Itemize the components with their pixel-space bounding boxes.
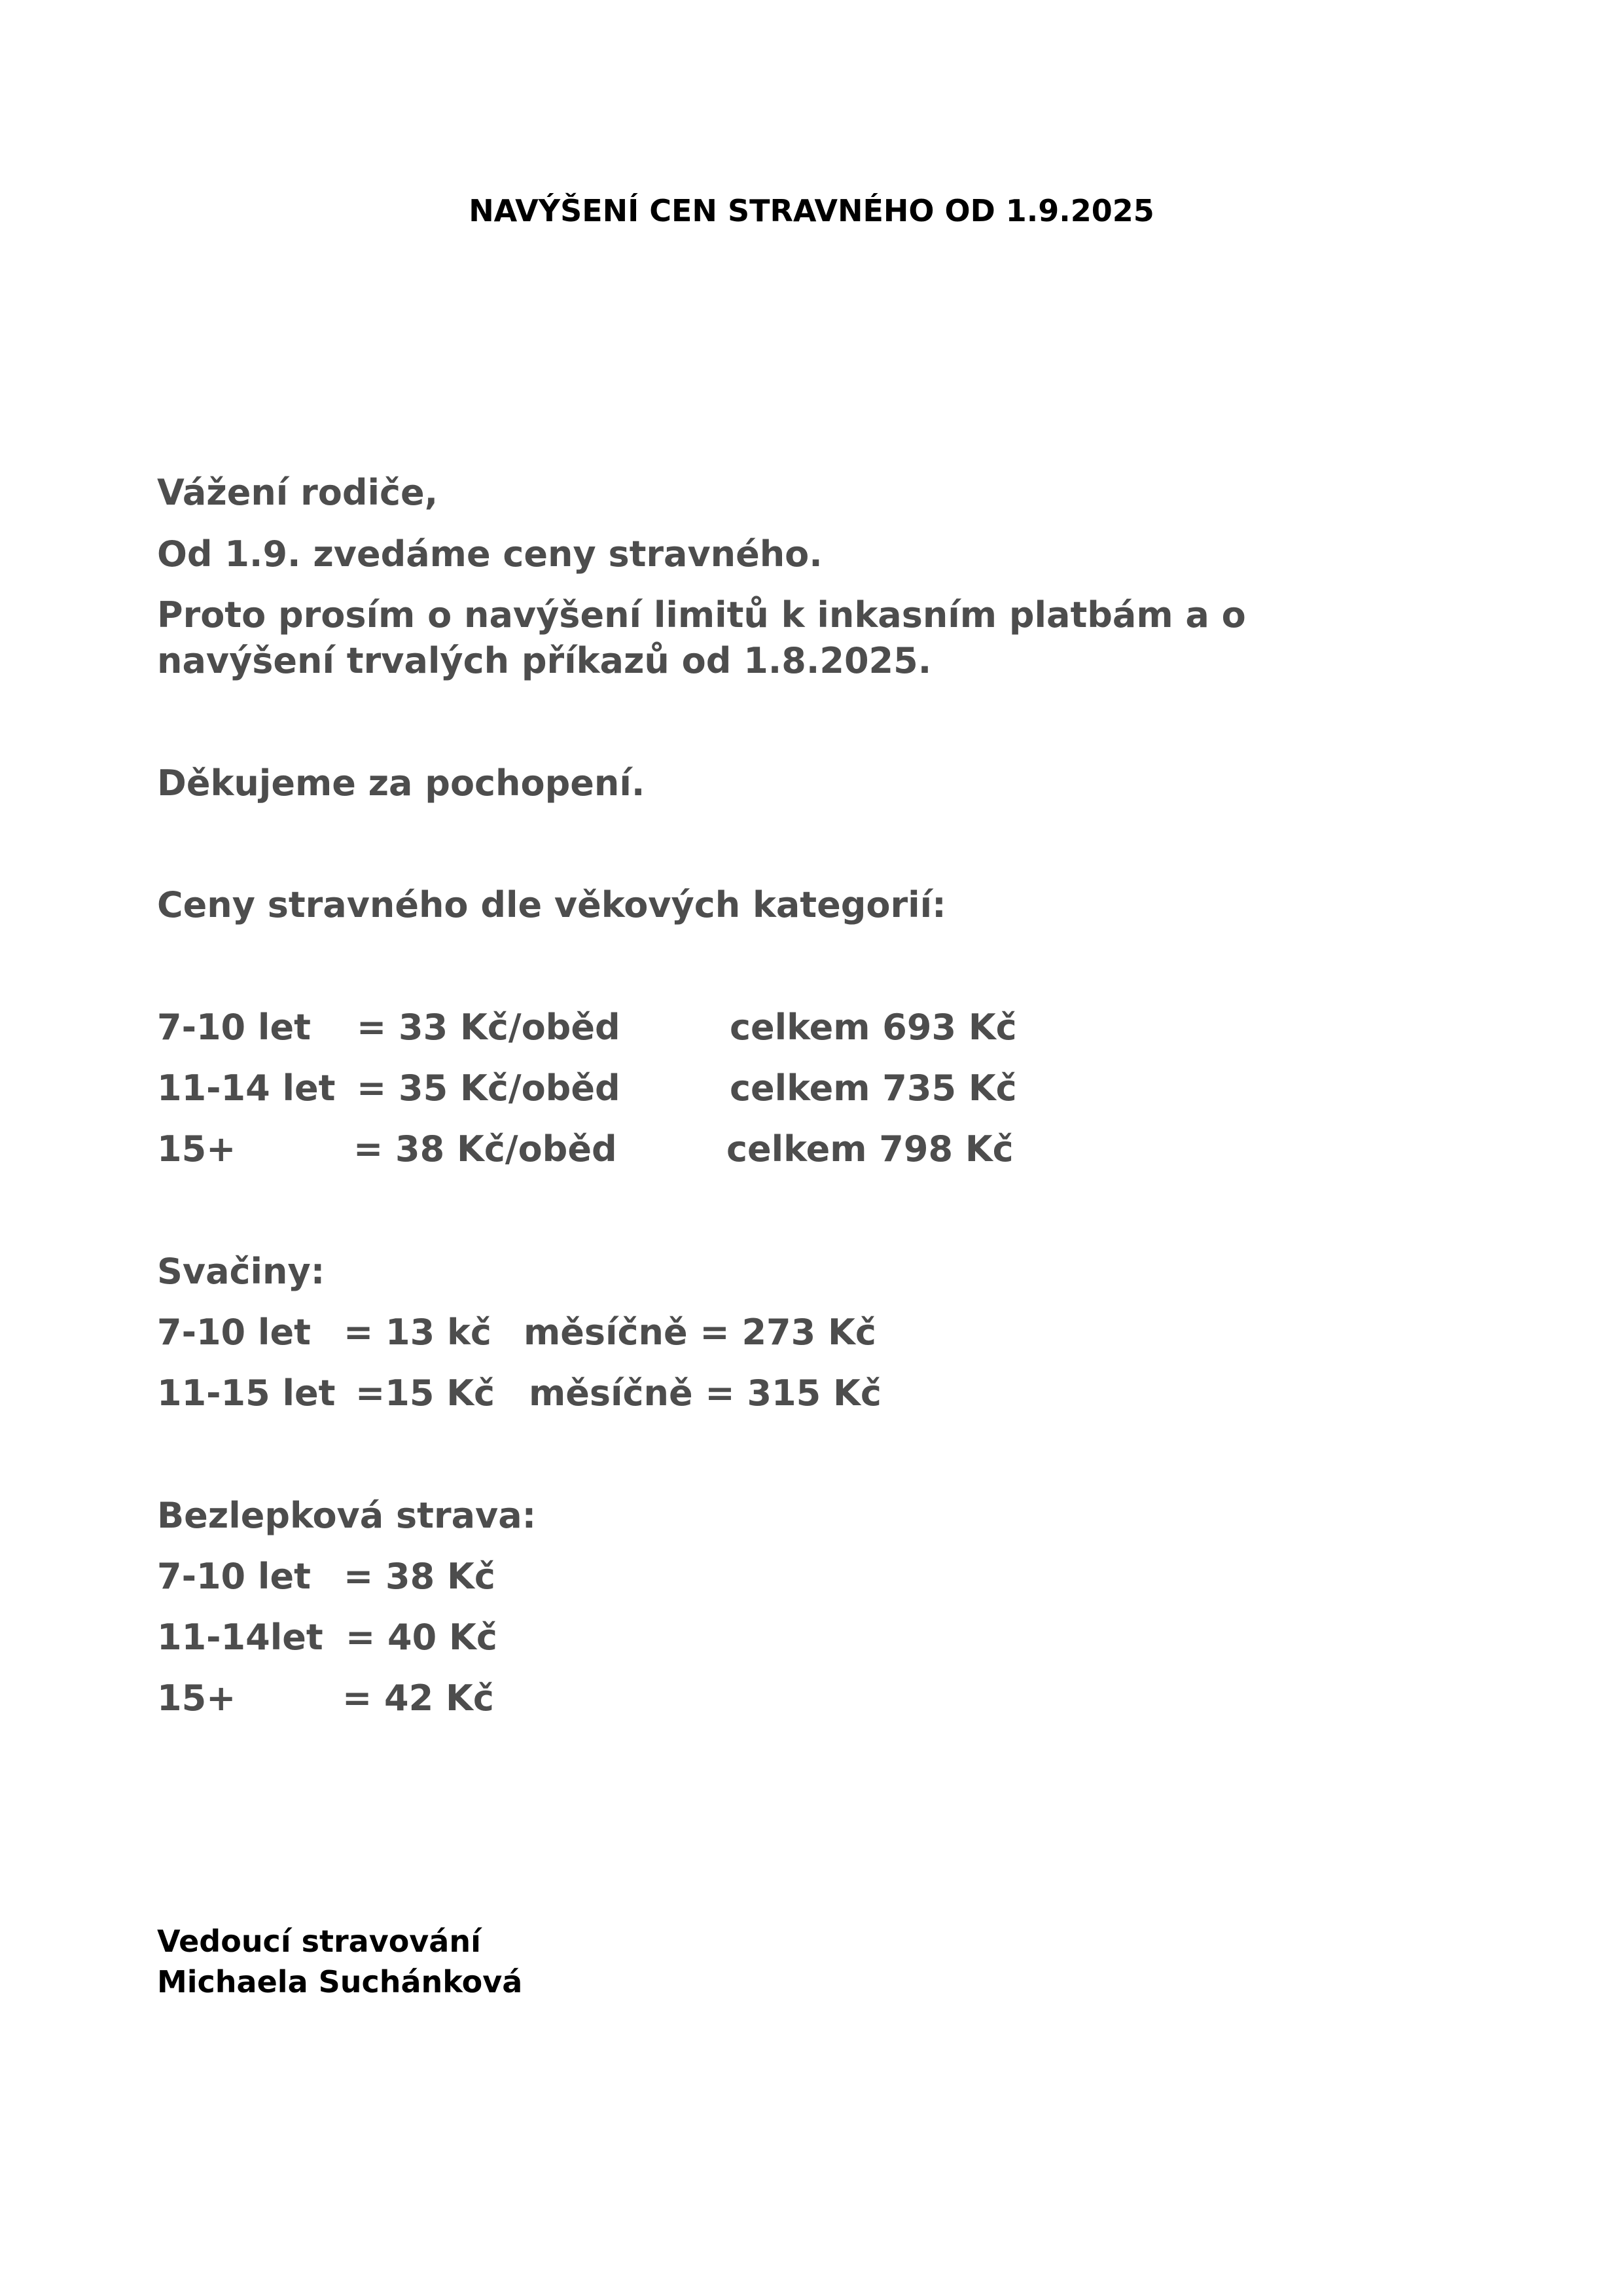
greeting: Vážení rodiče,: [157, 472, 438, 513]
gluten-free-price: = 38 Kč: [344, 1556, 495, 1597]
meal-age: 11-14 let: [157, 1067, 336, 1109]
meal-age: 7-10 let: [157, 1007, 311, 1048]
signature-role: Vedoucí stravování: [157, 1924, 481, 1959]
page-title: NAVÝŠENÍ CEN STRAVNÉHO OD 1.9.2025: [469, 193, 1154, 228]
gluten-free-age: 15+: [157, 1677, 236, 1719]
snack-price: = 13 kč: [344, 1312, 491, 1353]
gluten-free-price: = 42 Kč: [342, 1677, 494, 1719]
gluten-free-age: 11-14let: [157, 1617, 323, 1658]
gluten-free-price: = 40 Kč: [346, 1617, 497, 1658]
intro-line-2: Proto prosím o navýšení limitů k inkasním platbám a o: [157, 594, 1246, 636]
snack-monthly: měsíčně = 315 Kč: [529, 1372, 882, 1414]
signature-name: Michaela Suchánková: [157, 1964, 523, 2000]
snacks-heading: Svačiny:: [157, 1251, 325, 1292]
gluten-free-heading: Bezlepková strava:: [157, 1495, 537, 1536]
snack-monthly: měsíčně = 273 Kč: [524, 1312, 876, 1353]
meal-total: celkem 798 Kč: [726, 1128, 1014, 1170]
meal-total: celkem 693 Kč: [730, 1007, 1017, 1048]
intro-line-1: Od 1.9. zvedáme ceny stravného.: [157, 533, 823, 575]
snack-age: 7-10 let: [157, 1312, 311, 1353]
meal-price: = 38 Kč/oběd: [353, 1128, 617, 1170]
gluten-free-age: 7-10 let: [157, 1556, 311, 1597]
intro-line-3: navýšení trvalých příkazů od 1.8.2025.: [157, 640, 932, 681]
meals-heading: Ceny stravného dle věkových kategorií:: [157, 884, 946, 925]
snack-price: =15 Kč: [355, 1372, 495, 1414]
meal-price: = 35 Kč/oběd: [357, 1067, 620, 1109]
thanks-line: Děkujeme za pochopení.: [157, 762, 645, 804]
meal-age: 15+: [157, 1128, 236, 1170]
snack-age: 11-15 let: [157, 1372, 336, 1414]
meal-price: = 33 Kč/oběd: [357, 1007, 620, 1048]
meal-total: celkem 735 Kč: [730, 1067, 1017, 1109]
